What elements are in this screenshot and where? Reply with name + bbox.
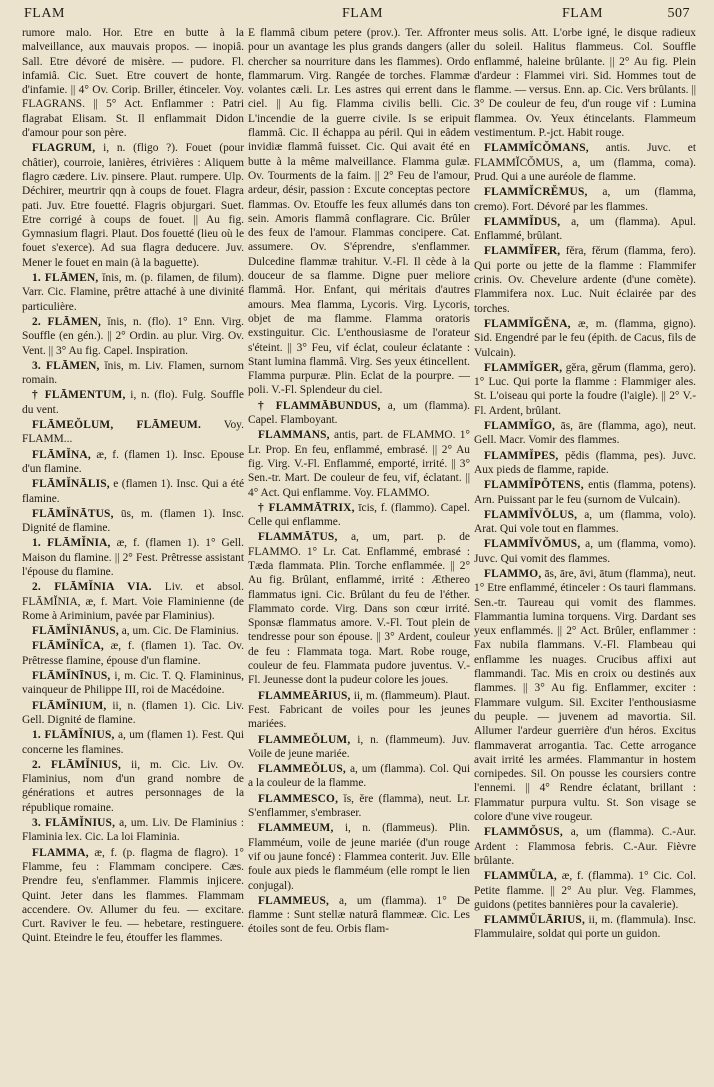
headword: FLAMMĬGĔNA, xyxy=(484,317,571,330)
headword: FLAMMEUM, xyxy=(258,822,334,835)
dictionary-entry xyxy=(22,141,244,270)
dictionary-entry xyxy=(22,388,244,417)
headword: 2. FLĀMĬNIA VIA. xyxy=(32,581,152,594)
dictionary-entry xyxy=(248,399,470,428)
definition-text: i, n. (flo). Fulg. Souffle du vent. xyxy=(22,389,244,416)
definition-text: i, m. Cic. T. Q. Flamininus, vainqueur de Philippe III, roi de Macédoine. xyxy=(22,670,244,697)
dictionary-entry xyxy=(474,361,696,418)
entry-continuation xyxy=(22,26,244,140)
headword: FLAMMESCO, xyxy=(258,792,339,805)
definition-text: æ, f. (flamma). 1° Cic. Col. Petite flamme. || 2° Au plur. Veg. Flammes, guidons (petites bannières pour la cavalerie). xyxy=(474,870,696,911)
definition-text: a, um (flamma). 1° De flamme : Sunt stellæ naturâ flammeæ. Cic. Les étoiles sont de feu. Orbis flam- xyxy=(248,894,470,936)
headword: FLAMMEŎLUM, xyxy=(258,733,351,746)
definition-text: a, um (flamma). Apul. Enflammé, brûlant. xyxy=(474,215,696,243)
headword: 2. FLĀMEN, xyxy=(32,315,102,328)
page-number: 507 xyxy=(667,6,690,21)
headword: FLAMMŬLA, xyxy=(484,870,557,883)
definition-text: Liv. et absol. FLĀMĬNIA, æ, f. Mart. Voie Flaminienne (de Rome à Ariminium, pavée par Flaminius). xyxy=(22,581,244,622)
headword: FLAMMĬPES, xyxy=(484,449,559,462)
page-header xyxy=(22,6,694,26)
headword: FLĀMĬNĀLIS, xyxy=(32,478,110,491)
definition-text: a, um (flamma, vomo). Juvc. Qui vomit des flammes. xyxy=(474,538,696,565)
dictionary-entry xyxy=(248,530,470,687)
headword: FLAMMO, xyxy=(484,567,542,580)
dictionary-entry xyxy=(22,271,244,314)
dictionary-entry xyxy=(22,418,244,447)
running-head-left: FLAM xyxy=(24,6,65,21)
headword: 3. FLĀMĬNIUS, xyxy=(32,817,116,830)
dictionary-entry xyxy=(474,215,696,244)
definition-text: æ, f. (p. flagma de flagro). 1° Flamme, feu : Flammam concipere. Cæs. Prendre feu, s'enflammer. Flammis injicere. Quint. Jeter dans les flammes. Flammam accendere. Ov. Allumer du feu. — excitare. Curt. Raviver le feu. — hebetare, restinguere. Quint. Eteindre le feu, étouffer les flammes. xyxy=(22,846,244,945)
dictionary-entry xyxy=(22,359,244,388)
headword: FLAMMEŎLUS, xyxy=(258,763,346,776)
definition-text: ĭs, ĕre (flamma), neut. Lr. S'enflammer, s'embraser. xyxy=(248,792,470,820)
headword: † FLAMMĀTRIX, xyxy=(258,501,355,514)
headword: † FLAMMĀBUNDUS, xyxy=(258,399,381,412)
definition-text: a, um (flamma). Capel. Flamboyant. xyxy=(248,399,470,427)
dictionary-entry xyxy=(474,869,696,912)
headword: FLAMMĀTUS, xyxy=(258,531,338,544)
headword: FLAMMEUS, xyxy=(258,894,330,907)
definition-text: æ, m. (flamma, gigno). Sid. Engendré par le feu (épith. de Cacus, fils de Vulcain). xyxy=(474,317,696,359)
dictionary-entry xyxy=(474,419,696,448)
dictionary-entry xyxy=(474,141,696,184)
definition-text: æ, f. (flamen 1). 1° Gell. Maison du flamine. || 2° Fest. Prêtresse assistant l'épouse du flamine. xyxy=(22,537,244,578)
dictionary-columns xyxy=(22,26,694,1081)
headword: FLAMMĬPŎTENS, xyxy=(484,479,584,492)
headword: FLĀMĬNĬCA, xyxy=(32,640,104,653)
headword: FLAMMĬVŎLUS, xyxy=(484,508,578,521)
definition-text: a, um (flamma). Col. Qui a la couleur de la flamme. xyxy=(248,763,470,790)
definition-text: a, um (flamma). C.-Aur. Ardent : Flammosa febris. C.-Aur. Fièvre brûlante. xyxy=(474,826,696,867)
definition-text: ās, āre (flamma, ago), neut. Gell. Macr. Vomir des flammes. xyxy=(474,420,696,447)
dictionary-entry xyxy=(22,315,244,358)
dictionary-entry xyxy=(22,639,244,668)
definition-text: a, um (flamma, volo). Arat. Qui vole tout en flammes. xyxy=(474,508,696,536)
dictionary-entry xyxy=(248,501,470,530)
dictionary-entry xyxy=(22,758,244,815)
dictionary-entry xyxy=(22,580,244,623)
dictionary-entry xyxy=(248,894,470,937)
definition-text: fĕra, fĕrum (flamma, fero). Qui porte ou jette de la flamme : Flammifer crinis. Ov. Chevelure ardente (d'une comète). Flammifera nox. Luc. Nuit éclairée par des torches. xyxy=(474,245,696,315)
definition-text: a, um. Cic. De Flaminius. xyxy=(121,625,239,638)
definition-text: antis, part. de FLAMMO. 1° Lr. Prop. En feu, enflammé, embrasé. || 2° Au fig. Virg. V.-Fl. Enflammé, emporté, irrité. || 3° Sen.-tr. Mart. De couleur de feu, vif, éclatant. || 4° Act. Qui enflamme. Voy. FLAMMO. xyxy=(248,429,470,499)
definition-text: ĭnis, n. (flo). 1° Enn. Virg. Souffle (en gén.). || 2° Ordin. au plur. Virg. Ov. Vent. || 3° Au fig. Capel. Inspiration. xyxy=(22,315,244,357)
headword: FLAMMĬVŎMUS, xyxy=(484,538,581,551)
dictionary-entry xyxy=(22,699,244,728)
definition-text: a, um, part. p. de FLAMMO. 1° Lr. Cat. Enflammé, embrasé : Tæda flammata. Plin. Torche enflammée. || 2° Au fig. Brûlant, enflammé, irrité : Æthereo flammatus igni. Cic. Brûlant du feu de l'éther. Flammato corde. Virg. Dans son cœur irrité. Sponsæ flammatus amore. V.-Fl. Tout plein de tendresse pour son épouse. || 3° Ardent, couleur de feu : Flammata toga. Mart. Robe rouge, couleur de feu. Flammata pudore juventus. V.-Fl. Jeunesse dont la pudeur colore les joues. xyxy=(248,531,470,687)
headword: † FLĀMENTUM, xyxy=(32,389,126,402)
entry-continuation xyxy=(248,26,470,398)
headword: FLĀMĬNIĀNUS, xyxy=(32,625,119,638)
headword: 3. FLĀMEN, xyxy=(32,359,100,372)
headword: FLAMMĬFER, xyxy=(484,245,561,258)
definition-text: īcis, f. (flammo). Capel. Celle qui enflamme. xyxy=(248,501,470,529)
dictionary-entry xyxy=(22,816,244,845)
dictionary-entry xyxy=(22,507,244,536)
headword: FLAMMĬDUS, xyxy=(484,215,561,228)
definition-text: meus solis. Att. L'orbe igné, le disque radieux du soleil. Halitus flammeus. Col. Souffle enflammé, haleine brûlante. || 2° Au fig. Plein d'ardeur : Flammei viri. Sid. Hommes tout de flamme. — versus. Enn. ap. Cic. Vers brûlants. || 3° De couleur de feu, d'un rouge vif : Lumina flammea. Ov. Yeux étincelants. Flammeum vestimentum. P.-jct. Habit rouge. xyxy=(474,27,696,140)
headword: FLAMMĬCRĔMUS, xyxy=(484,186,588,199)
headword: FLAMMEĀRIUS, xyxy=(258,689,351,702)
dictionary-entry xyxy=(248,689,470,732)
headword: FLAMMŎSUS, xyxy=(484,826,563,839)
dictionary-entry xyxy=(474,317,696,360)
definition-text: i, n. (fligo ?). Fouet (pour châtier), courroie, lanières, étrivières : Aliquem flagro cædere. Liv. pinsere. Plaut. rumpere. Ulp. Déchirer, meurtrir qqn à coups de fouet. Flagra pati. Juv. Etre fouetté. Flagris objurgari. Suet. Etre corrigé à coups de fouet. || Au fig. Gymnasium flagri. Plaut. Dos fouetté (lieu où le fouet s'exerce). Ad sua flagra deducere. Juv. Mener le fouet en main (à la baguette). xyxy=(22,142,244,269)
definition-text: ii, m. Cic. Liv. Ov. Flaminius, nom d'un grand nombre de générations et autres personnages de la république romaine. xyxy=(22,758,244,814)
running-head-right: FLAM xyxy=(562,6,603,21)
dictionary-entry xyxy=(22,536,244,579)
definition-text: Voy. FLAMM... xyxy=(22,419,244,446)
dictionary-entry xyxy=(474,449,696,478)
headword: FLĀMĬNĀTUS, xyxy=(32,507,114,520)
dictionary-entry xyxy=(474,537,696,566)
definition-text: gĕra, gĕrum (flamma, gero). 1° Luc. Qui porte la flamme : Flammiger ales. St. L'oiseau qui porte la foudre (l'aigle). || 2° V.-Fl. Ardent, brûlant. xyxy=(474,361,696,417)
definition-text: ii, n. (flamen 1). Cic. Liv. Gell. Dignité de flamine. xyxy=(22,699,244,726)
headword: FLĀMĬNA, xyxy=(32,448,91,461)
dictionary-entry xyxy=(474,567,696,824)
definition-text: ūs, m. (flamen 1). Insc. Dignité de flamine. xyxy=(22,507,244,535)
definition-text: i, n. (flammeus). Plin. Flamméum, voile de jeune mariée (d'un rouge vif ou jaune foncé) : Flammea conterit. Juv. Elle foule aux pieds le flamméum (elle rompt le lien conjugal). xyxy=(248,822,470,892)
dictionary-entry xyxy=(248,428,470,499)
definition-text: i, n. (flammeum). Juv. Voile de jeune mariée. xyxy=(248,733,470,760)
dictionary-entry xyxy=(248,733,470,762)
dictionary-entry xyxy=(22,728,244,757)
definition-text: ii, m. (flammeum). Plaut. Fest. Fabricant de voiles pour les jeunes mariées. xyxy=(248,689,470,731)
dictionary-entry xyxy=(248,792,470,821)
dictionary-entry xyxy=(248,821,470,892)
dictionary-entry xyxy=(474,508,696,537)
column-2 xyxy=(248,26,470,1081)
dictionary-entry xyxy=(22,477,244,506)
definition-text: a, um (flamen 1). Fest. Qui concerne les flamines. xyxy=(22,729,244,756)
headword: FLAMMŬLĀRIUS, xyxy=(484,914,585,927)
dictionary-entry xyxy=(474,185,696,214)
headword: FLAGRUM, xyxy=(32,142,96,155)
headword: 2. FLĀMĬNIUS, xyxy=(32,758,122,771)
definition-text: æ, f. (flamen 1). Insc. Epouse d'un flamine. xyxy=(22,448,244,475)
definition-text: pĕdis (flamma, pes). Juvc. Aux pieds de flamme, rapide. xyxy=(474,449,696,476)
definition-text: e (flamen 1). Insc. Qui a été flamine. xyxy=(22,478,244,505)
headword: FLĀMĬNIUM, xyxy=(32,699,107,712)
headword: 1. FLĀMEN, xyxy=(32,272,99,285)
dictionary-entry xyxy=(474,244,696,315)
headword: FLAMMĬGO, xyxy=(484,420,556,433)
definition-text: rumore malo. Hor. Etre en butte à la malveillance, aux mauvais propos. — inopiâ. Sall. Etre dévoré de misère. — pudore. Fl. infamiâ. Cic. Suet. Etre couvert de honte, d'infamie. || 4° Ov. Corip. Briller, étinceler. Voy. FLAGRANS. || 5° Act. Enflammer : Patri flagrabat Elisam. St. Il enflammait Didon d'amour pour son père. xyxy=(22,27,244,140)
headword: FLAMMĬCŎMANS, xyxy=(484,142,589,155)
running-head-center: FLAM xyxy=(342,6,383,21)
headword: 1. FLĀMĬNIUS, xyxy=(32,729,115,742)
dictionary-entry xyxy=(248,762,470,791)
definition-text: a, um (flamma, cremo). Fort. Dévoré par les flammes. xyxy=(474,186,696,213)
definition-text: æ, f. (flamen 1). Tac. Ov. Prêtresse flamine, épouse d'un flamine. xyxy=(22,640,244,667)
headword: FLĀMEŎLUM, FLĀMEUM. xyxy=(32,419,202,432)
headword: FLAMMA, xyxy=(32,846,89,859)
dictionary-entry xyxy=(22,624,244,638)
definition-text: ās, āre, āvi, ātum (flamma), neut. 1° Etre enflammé, étinceler : Os tauri flammans. Sen.-tr. Taureau qui vomit des flammes. Flammantia lumina torquens. Virg. Dardant ses yeux enflammés. || 2° Act. Brûler, enflammer : Fax nubila flammans. V.-Fl. Flambeau qui enflamme les nuages. Crucibus affixi aut flammandi. Tac. Mis en croix ou destinés aux flammes. || 3° Au fig. Enflammer, exciter : Flammare vulgum. Sil. Exciter l'enthousiasme du peuple. — juvenem ad mavortia. Sil. Allumer l'ardeur guerrière d'un héros. Excitus flammaverat arrogantia. Tac. Cette arrogance avait irrité les armées. Flammantur in hostem cornipedes. Sil. On pousse les coursiers contre l'ennemi. || 4° Rendre éclatant, brillant : Flammatur purpura vultu. St. Son visage se colore d'une vive rougeur. xyxy=(474,567,696,824)
headword: 1. FLĀMĬNIA, xyxy=(32,537,111,550)
headword: FLAMMANS, xyxy=(258,429,330,442)
column-1 xyxy=(22,26,244,1081)
dictionary-entry xyxy=(22,669,244,698)
definition-text: ii, m. (flammula). Insc. Flammulaire, soldat qui porte un guidon. xyxy=(474,914,696,941)
definition-text: antis. Juvc. et FLAMMĬCŎMUS, a, um (flamma, coma). Prud. Qui a une auréole de flamme. xyxy=(474,142,696,183)
definition-text: entis (flamma, potens). Arn. Puissant par le feu (surnom de Vulcain). xyxy=(474,479,696,506)
dictionary-entry xyxy=(474,825,696,868)
definition-text: ĭnis, m. Liv. Flamen, surnom romain. xyxy=(22,359,244,387)
dictionary-entry xyxy=(22,846,244,946)
dictionary-entry xyxy=(474,478,696,507)
definition-text: ĭnis, m. (p. filamen, de filum). Varr. Cic. Flamine, prêtre attaché à une divinité particulière. xyxy=(22,272,244,313)
definition-text: E flammâ cibum petere (prov.). Ter. Affronter pour un avantage les plus grands dangers (aller chercher sa nourriture dans les flammes). Ordo flammarum. Virg. Rangée de torches. Flammæ volantes cæli. Lr. Les astres qui errent dans le ciel. || Au fig. Flamma civilis belli. Cic. L'incendie de la guerre civile. Is se eripuit flammâ. Cic. Il échappa au péril. Qui in eâdem invidiæ flammâ fuisset. Cic. Qui avait été en butte à la même malveillance. Flamma gulæ. Ov. Tourments de la faim. || 2° Feu de l'amour, ardeur, désir, passion : Excute conceptas pectore flammas. Ov. Etouffe les feux allumés dans ton sein. Amoris flammâ conflagrare. Cic. Brûler des feux de l'amour. Flammas concipere. Cat. assumere. Ov. S'éprendre, s'enflammer. Dulcedine flammæ trahitur. V.-Fl. Il cède à la douceur de sa flamme. Digne puer meliore flammâ. Hor. Enfant, qui méritais d'autres amours. Mea flamma, Lycoris. Virg. Lycoris, objet de ma flamme. Flamma oratoris exstinguitur. Cic. L'enthousiasme de l'orateur s'éteint. || 3° Feu, vif éclat, couleur éclatante : Stant lumina flammâ. Virg. Ses yeux étincellent. Flamma purpuræ. Plin. Eclat de la pourpre. — poli. V.-Fl. Splendeur du ciel. xyxy=(248,27,470,397)
headword: FLĀMĬNĪNUS, xyxy=(32,670,111,683)
dictionary-entry xyxy=(22,448,244,477)
definition-text: a, um. Liv. De Flaminius : Flaminia lex. Cic. La loi Flaminia. xyxy=(22,817,244,844)
column-3 xyxy=(474,26,696,1081)
dictionary-entry xyxy=(474,913,696,942)
headword: FLAMMĬGER, xyxy=(484,361,563,374)
entry-continuation xyxy=(474,26,696,140)
